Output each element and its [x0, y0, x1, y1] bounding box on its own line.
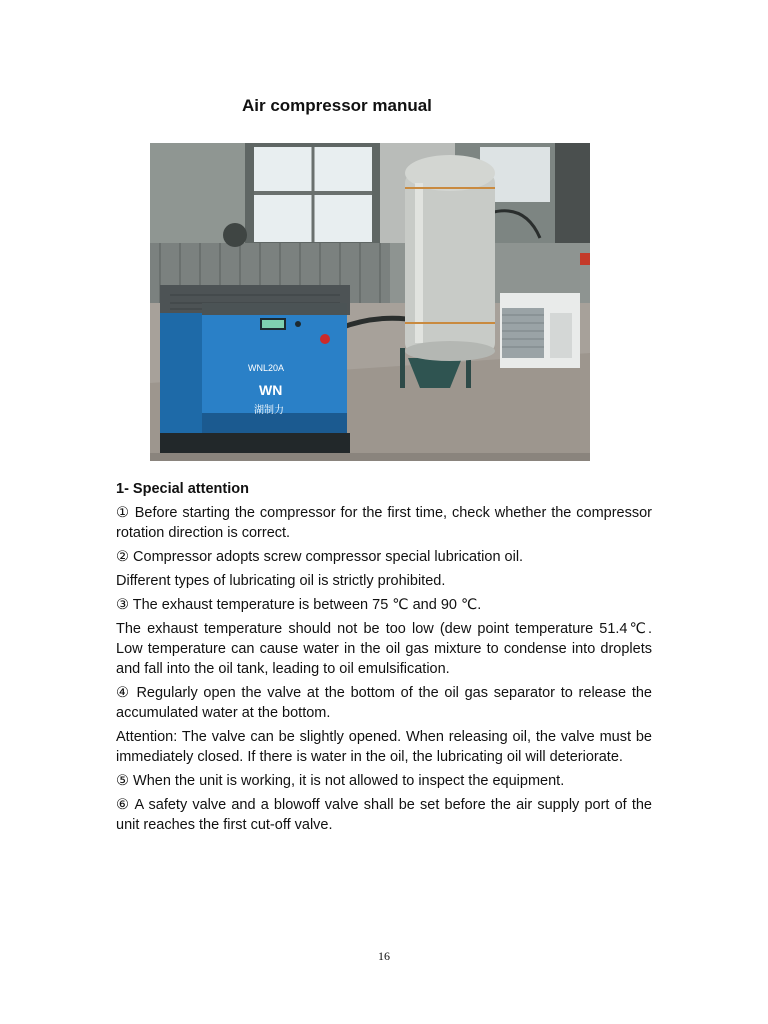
air-compressor-photo — [150, 143, 590, 461]
unit-brand-text: 湖制力 — [254, 405, 284, 416]
document-title: Air compressor manual — [242, 96, 432, 115]
section-heading: 1- Special attention — [116, 481, 249, 497]
page-number: 16 — [378, 949, 390, 963]
unit-model-label: WNL20A — [248, 363, 285, 373]
unit-logo: WN — [259, 382, 283, 398]
paragraph: ① Before starting the compressor for the first time, check whether the compressor rotation direction is correct. — [116, 505, 652, 541]
paragraph: The exhaust temperature should not be too low (dew point temperature 51.4℃. Low temperature can cause water in the oil gas mixture to condense into droplets and fall into the oil tank, leading to oil emulsification. — [116, 621, 652, 677]
paragraph: ⑤ When the unit is working, it is not allowed to inspect the equipment. — [116, 773, 565, 789]
paragraph: ② Compressor adopts screw compressor special lubrication oil. — [116, 549, 524, 565]
document-body — [116, 479, 652, 839]
paragraph: ④ Regularly open the valve at the bottom of the oil gas separator to release the accumulated water at the bottom. — [116, 685, 652, 721]
paragraph: Different types of lubricating oil is strictly prohibited. — [116, 573, 446, 589]
paragraph: ③ The exhaust temperature is between 75 ℃ and 90 ℃. — [116, 597, 482, 613]
paragraph: ⑥ A safety valve and a blowoff valve shall be set before the air supply port of the unit reaches the first cut-off valve. — [116, 797, 652, 833]
paragraph: Attention: The valve can be slightly opened. When releasing oil, the valve must be immediately closed. If there is water in the oil, the lubricating oil will deteriorate. — [116, 729, 652, 765]
